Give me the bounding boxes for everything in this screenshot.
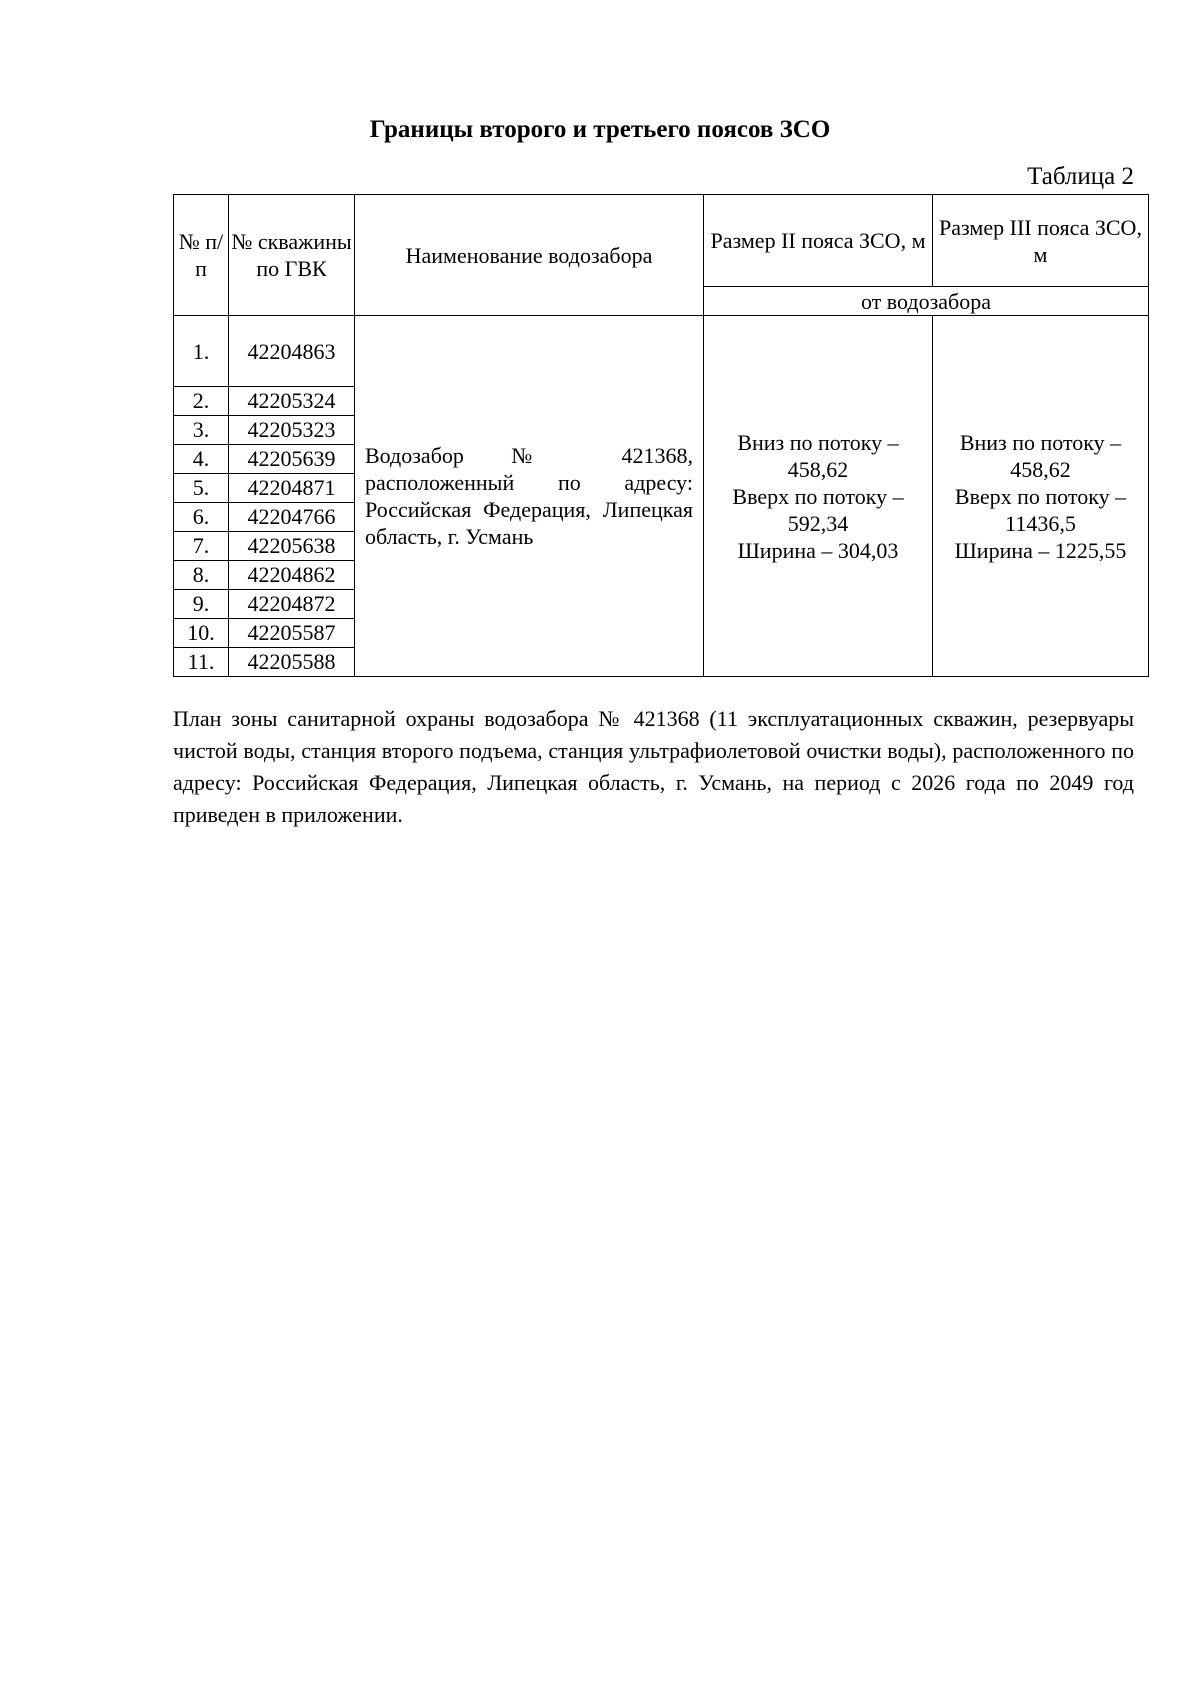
row-num: 9. bbox=[174, 590, 229, 619]
zone3-size-cell bbox=[933, 316, 1149, 677]
row-well-number: 42204872 bbox=[229, 590, 355, 619]
row-well-number: 42205638 bbox=[229, 532, 355, 561]
page-title: Границы второго и третьего поясов ЗСО bbox=[369, 116, 831, 143]
row-well-number: 42204871 bbox=[229, 474, 355, 503]
zone3-width: Ширина – 1225,55 bbox=[954, 537, 1127, 563]
row-well-number: 42205323 bbox=[229, 416, 355, 445]
header-zone2-size: Размер II пояса ЗСО, м bbox=[704, 195, 933, 287]
row-well-number: 42204766 bbox=[229, 503, 355, 532]
zone3-downstream: Вниз по потоку – 458,62 bbox=[959, 429, 1122, 482]
row-well-number: 42205639 bbox=[229, 445, 355, 474]
row-well-number: 42205588 bbox=[229, 648, 355, 677]
row-num: 2. bbox=[174, 387, 229, 416]
zone2-upstream: Вверх по потоку – 592,34 bbox=[732, 483, 904, 536]
table-label: Таблица 2 bbox=[1027, 163, 1134, 190]
body-paragraph: План зоны санитарной охраны водозабора № 421368 (11 эксплуатационных скважин, резервуары чистой воды, станция второго подъема, станция ультрафиолетовой очистки воды), расположенного по адресу: Российская Федерация, Липецкая область, г. Усмань, на период с 2026 года по 2049 год приведен в приложении. bbox=[173, 706, 1134, 827]
table-header-row bbox=[174, 195, 1149, 287]
row-num: 5. bbox=[174, 474, 229, 503]
zone2-size-cell bbox=[704, 316, 933, 677]
row-num: 7. bbox=[174, 532, 229, 561]
row-num: 10. bbox=[174, 619, 229, 648]
zone3-upstream: Вверх по потоку – 11436,5 bbox=[954, 483, 1127, 536]
header-num: № п/п bbox=[174, 195, 229, 316]
header-zone3-size: Размер III пояса ЗСО, м bbox=[933, 195, 1149, 287]
subheader-from-intake: от водозабора bbox=[704, 287, 1149, 316]
row-num: 11. bbox=[174, 648, 229, 677]
table-row bbox=[174, 316, 1149, 387]
zone2-width: Ширина – 304,03 bbox=[737, 537, 899, 563]
row-well-number: 42205324 bbox=[229, 387, 355, 416]
zso-boundaries-table bbox=[173, 194, 1149, 677]
row-num: 1. bbox=[174, 316, 229, 387]
header-intake-name: Наименование водозабора bbox=[355, 195, 704, 316]
header-well: № скважины по ГВК bbox=[229, 195, 355, 316]
row-num: 8. bbox=[174, 561, 229, 590]
intake-name-cell: Водозабор № 421368, расположенный по адресу: Российская Федерация, Липецкая область, г. Усмань bbox=[355, 316, 704, 677]
row-well-number: 42205587 bbox=[229, 619, 355, 648]
zone2-downstream: Вниз по потоку – 458,62 bbox=[737, 429, 899, 482]
row-num: 6. bbox=[174, 503, 229, 532]
row-well-number: 42204862 bbox=[229, 561, 355, 590]
row-num: 4. bbox=[174, 445, 229, 474]
row-well-number: 42204863 bbox=[229, 316, 355, 387]
row-num: 3. bbox=[174, 416, 229, 445]
